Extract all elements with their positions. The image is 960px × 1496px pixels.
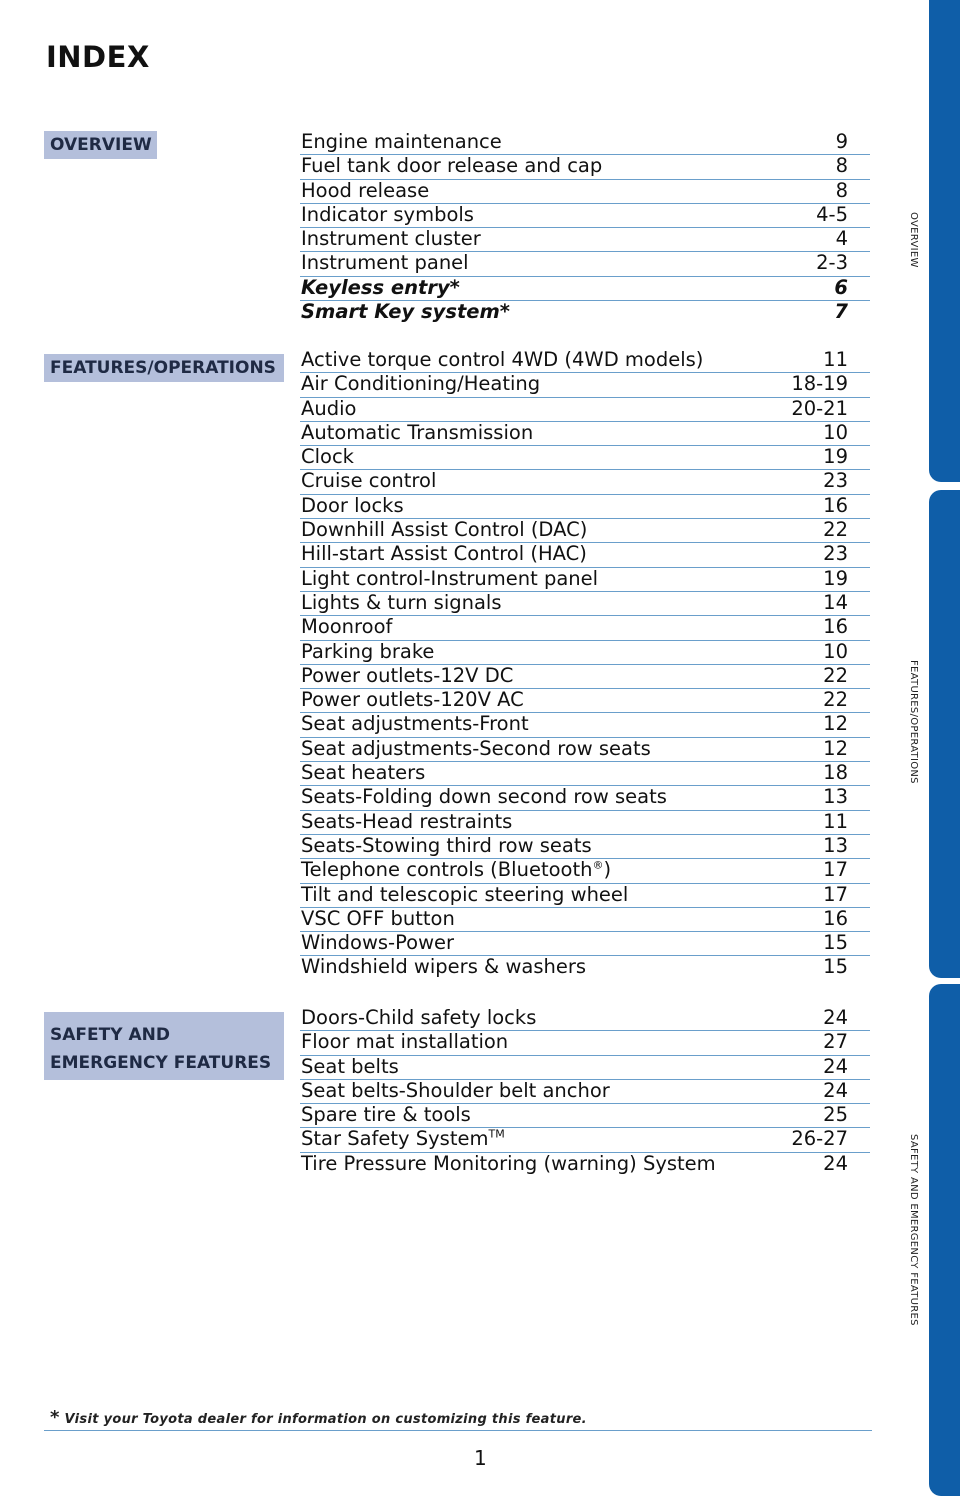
- entry-label-text: Light control-Instrument panel: [301, 566, 599, 590]
- index-entry-label: [301, 1031, 508, 1053]
- index-entry-label: [301, 1104, 471, 1126]
- index-entry-page: 23: [823, 469, 848, 493]
- entry-label-text: Seat belts-Shoulder belt anchor: [301, 1078, 610, 1102]
- side-tab-safety[interactable]: [929, 984, 960, 1496]
- index-entry[interactable]: [300, 811, 870, 835]
- entry-label-text: Audio: [301, 396, 357, 420]
- index-entry-page: 18: [823, 761, 848, 785]
- index-entry[interactable]: [300, 641, 870, 665]
- section-label-line: SAFETY AND: [50, 1025, 170, 1045]
- index-entry-page: 11: [823, 809, 848, 833]
- index-entry[interactable]: [300, 908, 870, 932]
- page-title: INDEX: [46, 40, 150, 74]
- index-entry-page: 11: [823, 348, 848, 371]
- index-entry-page: 15: [823, 931, 848, 955]
- index-entry-label: [301, 786, 667, 808]
- index-entry[interactable]: [300, 398, 870, 422]
- index-entry-page: 6: [834, 275, 848, 299]
- entry-label-text: Air Conditioning/Heating: [301, 372, 541, 396]
- index-entry-page: 4: [835, 227, 848, 251]
- index-entry-page: 16: [823, 615, 848, 639]
- entry-label-text: Floor mat installation: [301, 1030, 509, 1054]
- entry-label-text: Tilt and telescopic steering wheel: [301, 882, 629, 906]
- index-entry-page: 12: [823, 712, 848, 736]
- index-entry-label: [301, 422, 533, 444]
- side-tab-strip: [929, 0, 960, 1484]
- entry-label-text: Hill-start Assist Control (HAC): [301, 542, 587, 566]
- footnote: [50, 1407, 587, 1428]
- index-entry-page: 26-27: [791, 1127, 848, 1151]
- entry-label-text: Hood release: [301, 178, 430, 202]
- index-entry[interactable]: [300, 1153, 870, 1177]
- entry-label-text: Moonroof: [301, 615, 393, 639]
- index-entry-page: 15: [823, 955, 848, 979]
- index-entry-page: 24: [823, 1151, 848, 1175]
- index-entry-label: [301, 738, 651, 760]
- index-entry[interactable]: [300, 470, 870, 494]
- index-entry-label: [301, 543, 587, 565]
- index-entry-page: 13: [823, 785, 848, 809]
- entry-label-text: Seats-Stowing third row seats: [301, 833, 592, 857]
- entry-label-text: Seat heaters: [301, 761, 426, 785]
- footer-rule: [44, 1430, 872, 1431]
- side-label-features: FEATURES/OPERATIONS: [908, 660, 919, 784]
- entry-label-text: Doors-Child safety locks: [301, 1006, 537, 1029]
- entry-label-text: Smart Key system*: [301, 300, 511, 324]
- index-entry-label: [301, 1153, 716, 1175]
- index-entry-label: [301, 180, 429, 202]
- entry-label-text: Seats-Folding down second row seats: [301, 785, 667, 809]
- index-entry[interactable]: [300, 762, 870, 786]
- index-entry-label: [301, 252, 469, 274]
- index-entry[interactable]: [300, 155, 870, 179]
- trademark-mark: TM: [488, 1127, 505, 1141]
- index-entry[interactable]: [300, 568, 870, 592]
- entry-label-text: Seats-Head restraints: [301, 809, 513, 833]
- index-entry[interactable]: [300, 665, 870, 689]
- index-entry-label: [301, 373, 540, 395]
- entry-label-text: Clock: [301, 445, 354, 469]
- index-entry-label: [301, 301, 510, 323]
- entry-label-text: Instrument panel: [301, 251, 469, 275]
- entry-label-text: Seat belts: [301, 1054, 399, 1078]
- entry-label-text: Windshield wipers & washers: [301, 955, 587, 979]
- index-entry-label: [301, 641, 434, 663]
- index-entry-page: 16: [823, 493, 848, 517]
- entry-label-text: Instrument cluster: [301, 227, 481, 251]
- index-entry[interactable]: [300, 446, 870, 470]
- index-entry[interactable]: [300, 932, 870, 956]
- index-entry-label: [301, 616, 392, 638]
- index-entry-label: [301, 568, 598, 590]
- entry-label-text: Indicator symbols: [301, 202, 474, 226]
- index-entry-page: 25: [823, 1103, 848, 1127]
- index-entry[interactable]: [300, 616, 870, 640]
- index-entry-page: 8: [835, 178, 848, 202]
- index-entry-page: 2-3: [816, 251, 848, 275]
- index-entry[interactable]: [300, 859, 870, 883]
- footnote-text: Visit your Toyota dealer for information on customizing this feature.: [64, 1412, 587, 1427]
- index-entry[interactable]: [300, 884, 870, 908]
- index-entry-page: 23: [823, 542, 848, 566]
- index-entry[interactable]: [300, 1128, 870, 1152]
- section-label-features: [44, 354, 284, 382]
- entry-label-text: Cruise control: [301, 469, 437, 493]
- entry-list-safety: [300, 1007, 870, 1177]
- index-entry-label: [301, 228, 481, 250]
- index-entry-page: 7: [834, 300, 848, 324]
- index-entry[interactable]: [300, 835, 870, 859]
- entry-label-text: Keyless entry*: [301, 275, 460, 299]
- side-label-safety: SAFETY AND EMERGENCY FEATURES: [908, 1134, 919, 1326]
- index-entry[interactable]: [300, 373, 870, 397]
- index-entry[interactable]: [300, 1031, 870, 1055]
- index-entry-page: 22: [823, 663, 848, 687]
- index-entry-page: 27: [823, 1030, 848, 1054]
- index-entry-page: 12: [823, 736, 848, 760]
- index-entry[interactable]: [300, 519, 870, 543]
- index-entry-label: [301, 519, 587, 541]
- index-entry-page: 24: [823, 1078, 848, 1102]
- index-entry[interactable]: [300, 131, 870, 155]
- index-entry-page: 9: [835, 130, 848, 153]
- index-entry[interactable]: [300, 422, 870, 446]
- index-entry[interactable]: [300, 738, 870, 762]
- index-entry[interactable]: [300, 495, 870, 519]
- index-entry-label: [301, 835, 592, 857]
- entry-label-suffix: ): [603, 858, 612, 882]
- entry-label-text: Star Safety System: [301, 1127, 489, 1151]
- index-entry-label: [301, 884, 628, 906]
- index-entry-page: 24: [823, 1006, 848, 1029]
- entry-label-text: Tire Pressure Monitoring (warning) System: [301, 1151, 716, 1175]
- footnote-star: *: [50, 1407, 60, 1428]
- index-entry[interactable]: [300, 228, 870, 252]
- index-entry[interactable]: [300, 713, 870, 737]
- index-entry[interactable]: [300, 543, 870, 567]
- index-entry[interactable]: [300, 956, 870, 980]
- index-entry-page: 13: [823, 833, 848, 857]
- index-entry-label: [301, 277, 460, 299]
- side-tab-overview[interactable]: [929, 0, 960, 482]
- entry-label-text: VSC OFF button: [301, 906, 455, 930]
- index-entry-page: 4-5: [816, 202, 848, 226]
- index-entry-page: 24: [823, 1054, 848, 1078]
- index-entry[interactable]: [300, 301, 870, 325]
- index-entry[interactable]: [300, 1080, 870, 1104]
- index-entry-label: [301, 1080, 610, 1102]
- index-entry-page: 8: [835, 154, 848, 178]
- index-entry-label: [301, 859, 611, 881]
- section-label-line: FEATURES/OPERATIONS: [50, 358, 276, 378]
- page-number: 1: [474, 1446, 487, 1470]
- section-label-overview: [44, 131, 157, 159]
- index-entry[interactable]: [300, 1007, 870, 1031]
- index-entry[interactable]: [300, 1056, 870, 1080]
- index-entry-label: [301, 592, 502, 614]
- side-label-overview: OVERVIEW: [908, 212, 919, 268]
- index-entry-label: [301, 1128, 505, 1150]
- entry-label-text: Power outlets-120V AC: [301, 688, 524, 712]
- index-entry-page: 17: [823, 882, 848, 906]
- entry-list-features: [300, 349, 870, 981]
- index-entry-page: 10: [823, 639, 848, 663]
- entry-label-text: Seat adjustments-Front: [301, 712, 529, 736]
- index-entry-label: [301, 689, 524, 711]
- index-entry-label: [301, 713, 529, 735]
- index-entry-label: [301, 204, 474, 226]
- index-entry-label: [301, 1007, 536, 1029]
- entry-list-overview: [300, 131, 870, 325]
- index-entry[interactable]: [300, 204, 870, 228]
- index-entry[interactable]: [300, 349, 870, 373]
- index-entry[interactable]: [300, 252, 870, 276]
- entry-label-text: Fuel tank door release and cap: [301, 154, 603, 178]
- index-entry[interactable]: [300, 689, 870, 713]
- index-entry-page: 18-19: [791, 372, 848, 396]
- entry-label-text: Active torque control 4WD (4WD models): [301, 348, 704, 371]
- entry-label-text: Downhill Assist Control (DAC): [301, 518, 588, 542]
- side-tab-features[interactable]: [929, 490, 960, 978]
- index-entry-label: [301, 349, 703, 371]
- entry-label-text: Telephone controls (Bluetooth: [301, 858, 593, 882]
- index-entry-label: [301, 495, 404, 517]
- entry-label-text: Windows-Power: [301, 931, 455, 955]
- index-entry-label: [301, 932, 454, 954]
- index-entry[interactable]: [300, 180, 870, 204]
- index-entry-page: 16: [823, 906, 848, 930]
- index-entry-page: 20-21: [791, 396, 848, 420]
- index-entry[interactable]: [300, 277, 870, 301]
- index-entry-page: 22: [823, 688, 848, 712]
- index-entry-label: [301, 665, 513, 687]
- index-entry-label: [301, 762, 425, 784]
- index-entry-label: [301, 155, 602, 177]
- index-entry-page: 17: [823, 858, 848, 882]
- index-entry[interactable]: [300, 592, 870, 616]
- index-entry-label: [301, 470, 436, 492]
- index-entry-page: 14: [823, 590, 848, 614]
- entry-label-text: Parking brake: [301, 639, 435, 663]
- index-entry[interactable]: [300, 1104, 870, 1128]
- section-label-safety: [44, 1012, 284, 1080]
- entry-label-text: Automatic Transmission: [301, 420, 534, 444]
- index-entry[interactable]: [300, 786, 870, 810]
- index-entry-page: 19: [823, 445, 848, 469]
- section-label-line: EMERGENCY FEATURES: [50, 1053, 272, 1073]
- index-entry-page: 10: [823, 420, 848, 444]
- index-entry-label: [301, 446, 354, 468]
- trademark-mark: ®: [592, 858, 604, 872]
- section-label-line: OVERVIEW: [50, 135, 152, 155]
- entry-label-text: Lights & turn signals: [301, 590, 502, 614]
- index-entry-label: [301, 1056, 399, 1078]
- index-entry-page: 19: [823, 566, 848, 590]
- entry-label-text: Door locks: [301, 493, 404, 517]
- entry-label-text: Engine maintenance: [301, 130, 502, 153]
- index-entry-label: [301, 131, 502, 153]
- index-entry-label: [301, 398, 356, 420]
- index-entry-label: [301, 956, 586, 978]
- index-entry-label: [301, 811, 512, 833]
- entry-label-text: Seat adjustments-Second row seats: [301, 736, 651, 760]
- entry-label-text: Spare tire & tools: [301, 1103, 471, 1127]
- entry-label-text: Power outlets-12V DC: [301, 663, 514, 687]
- index-entry-label: [301, 908, 455, 930]
- index-entry-page: 22: [823, 518, 848, 542]
